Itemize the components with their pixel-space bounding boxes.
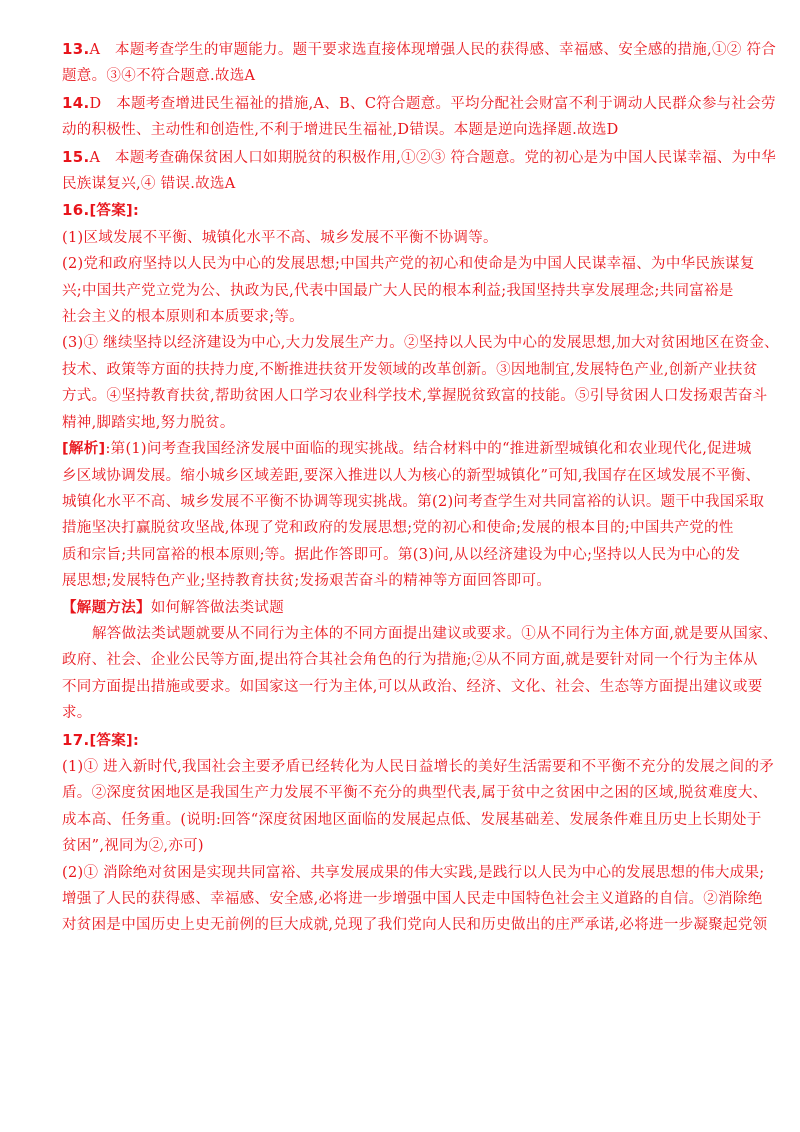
- answer-17-line: 成本高、任务重。(说明:回答“深度贫困地区面临的发展起点低、发展基础差、发展条件难且历史上长期处于: [62, 811, 762, 828]
- method-label: 【解题方法】: [62, 599, 151, 616]
- answer-16-line: 技术、政策等方面的扶持力度,不断推进扶贫开发领域的改革创新。③因地制宜,发展特色产业,创新产业扶贫: [62, 361, 758, 378]
- answer-heading: [答案]:: [89, 203, 140, 220]
- answer-heading: [答案]:: [89, 732, 140, 749]
- analysis-label: [解析]: [62, 441, 106, 458]
- answer-14-line-2: 动的积极性、主动性和创造性,不利于增进民生福祉,D错误。本题是逆向选择题.故选D: [62, 122, 619, 139]
- answer-text: D 本题考查增进民生福祉的措施,A、B、C符合题意。平均分配社会财富不利于调动人民群众参与社会劳: [89, 95, 776, 112]
- analysis-text: :第(1)问考查我国经济发展中面临的现实挑战。结合材料中的“推进新型城镇化和农业现代化,促进城: [105, 441, 752, 458]
- method-line: 解答做法类试题就要从不同行为主体的不同方面提出建议或要求。①从不同行为主体方面,就是要从国家、: [92, 625, 778, 642]
- method-title: 如何解答做法类试题: [150, 599, 285, 616]
- answer-15: [62, 144, 777, 198]
- answer-17-heading: [62, 727, 746, 754]
- answer-15-line-2: 民族谋复兴,④ 错误.故选A: [62, 176, 236, 193]
- analysis-16-line-1: [62, 436, 752, 462]
- answer-13: [62, 36, 777, 90]
- answer-16-line: 方式。④坚持教育扶贫,帮助贫困人口学习农业科学技术,掌握脱贫致富的技能。⑤引导贫困人口发扬艰苦奋斗: [62, 388, 768, 405]
- analysis-16-line: 措施坚决打赢脱贫攻坚战,体现了党和政府的发展思想;党的初心和使命;发展的根本目的;中国共产党的性: [62, 520, 734, 537]
- analysis-16-line: 展思想;发展特色产业;坚持教育扶贫;发扬艰苦奋斗的精神等方面回答即可。: [62, 573, 552, 590]
- answer-16-heading: [62, 197, 746, 224]
- answer-text: A 本题考查学生的审题能力。题干要求选直接体现增强人民的获得感、幸福感、安全感的措施,①② 符合: [89, 42, 777, 58]
- answer-17-line: 贫困”,视同为②,亦可): [62, 838, 204, 855]
- answer-14: [62, 90, 776, 144]
- answer-15-line-1: [62, 144, 777, 171]
- answer-16-line: 社会主义的根本原则和本质要求;等。: [62, 309, 304, 326]
- method-line: 求。: [62, 705, 92, 722]
- answer-13-line-1: [62, 36, 777, 63]
- answer-17-line: 增强了人民的获得感、幸福感、安全感,必将进一步增强中国人民走中国特色社会主义道路的自信。②消除绝: [62, 891, 763, 907]
- answer-16-line: (1)区域发展不平衡、城镇化水平不高、城乡发展不平衡不协调等。: [62, 229, 498, 246]
- method-line: 不同方面提出措施或要求。如国家这一行为主体,可以从政治、经济、文化、社会、生态等方面提出建议或要: [62, 678, 763, 695]
- answer-17-line: 对贫困是中国历史上史无前例的巨大成就,兑现了我们党向人民和历史做出的庄严承诺,必将进一步凝聚起党领: [62, 917, 768, 934]
- answer-16-line: (3)① 继续坚持以经济建设为中心,大力发展生产力。②坚持以人民为中心的发展思想,加大对贫困地区在资金、: [62, 335, 779, 352]
- analysis-16-line: 乡区域协调发展。缩小城乡区域差距,要深入推进以人为核心的新型城镇化”可知,我国存在区域发展不平衡、: [62, 467, 761, 484]
- answer-17-line: (1)① 进入新时代,我国社会主要矛盾已经转化为人民日益增长的美好生活需要和不平衡不充分的发展之间的矛: [62, 758, 775, 775]
- answer-17-line: (2)① 消除绝对贫困是实现共同富裕、共享发展成果的伟大实践,是践行以人民为中心的发展思想的伟大成果;: [62, 864, 765, 881]
- answer-14-line-1: [62, 90, 776, 117]
- method-line: 政府、社会、企业公民等方面,提出符合其社会角色的行为措施;②从不同方面,就是要针对同一个行为主体从: [62, 652, 758, 669]
- question-number: 16.: [62, 201, 90, 220]
- question-number: 13.: [62, 40, 90, 58]
- answer-16-line: 精神,脚踏实地,努力脱贫。: [62, 414, 235, 431]
- answer-17: [62, 727, 775, 939]
- question-number: 14.: [62, 93, 90, 112]
- answer-16-line: 兴;中国共产党立党为公、执政为民,代表中国最广大人民的根本利益;我国坚持共享发展理念;共同富裕是: [62, 282, 734, 299]
- method-heading: [62, 595, 746, 621]
- analysis-16-line: 城镇化水平不高、城乡发展不平衡不协调等现实挑战。第(2)问考查学生对共同富裕的认识。题干中我国采取: [62, 493, 765, 510]
- answer-17-line: 盾。②深度贫困地区是我国生产力发展不平衡不充分的典型代表,属于贫中之贫困中之困的区域,脱贫难度大、: [62, 785, 768, 802]
- question-number: 15.: [62, 147, 90, 166]
- answer-13-line-2: 题意。③④不符合题意.故选A: [62, 68, 256, 85]
- answer-16-line: (2)党和政府坚持以人民为中心的发展思想;中国共产党的初心和使命是为中国人民谋幸福、为中华民族谋复: [62, 256, 755, 273]
- question-number: 17.: [62, 730, 90, 749]
- analysis-16-line: 质和宗旨;共同富裕的根本原则;等。据此作答即可。第(3)问,从以经济建设为中心;坚持以人民为中心的发: [62, 546, 741, 563]
- answer-16: [62, 197, 779, 726]
- answer-text: A 本题考查确保贫困人口如期脱贫的积极作用,①②③ 符合题意。党的初心是为中国人民谋幸福、为中华: [89, 149, 777, 166]
